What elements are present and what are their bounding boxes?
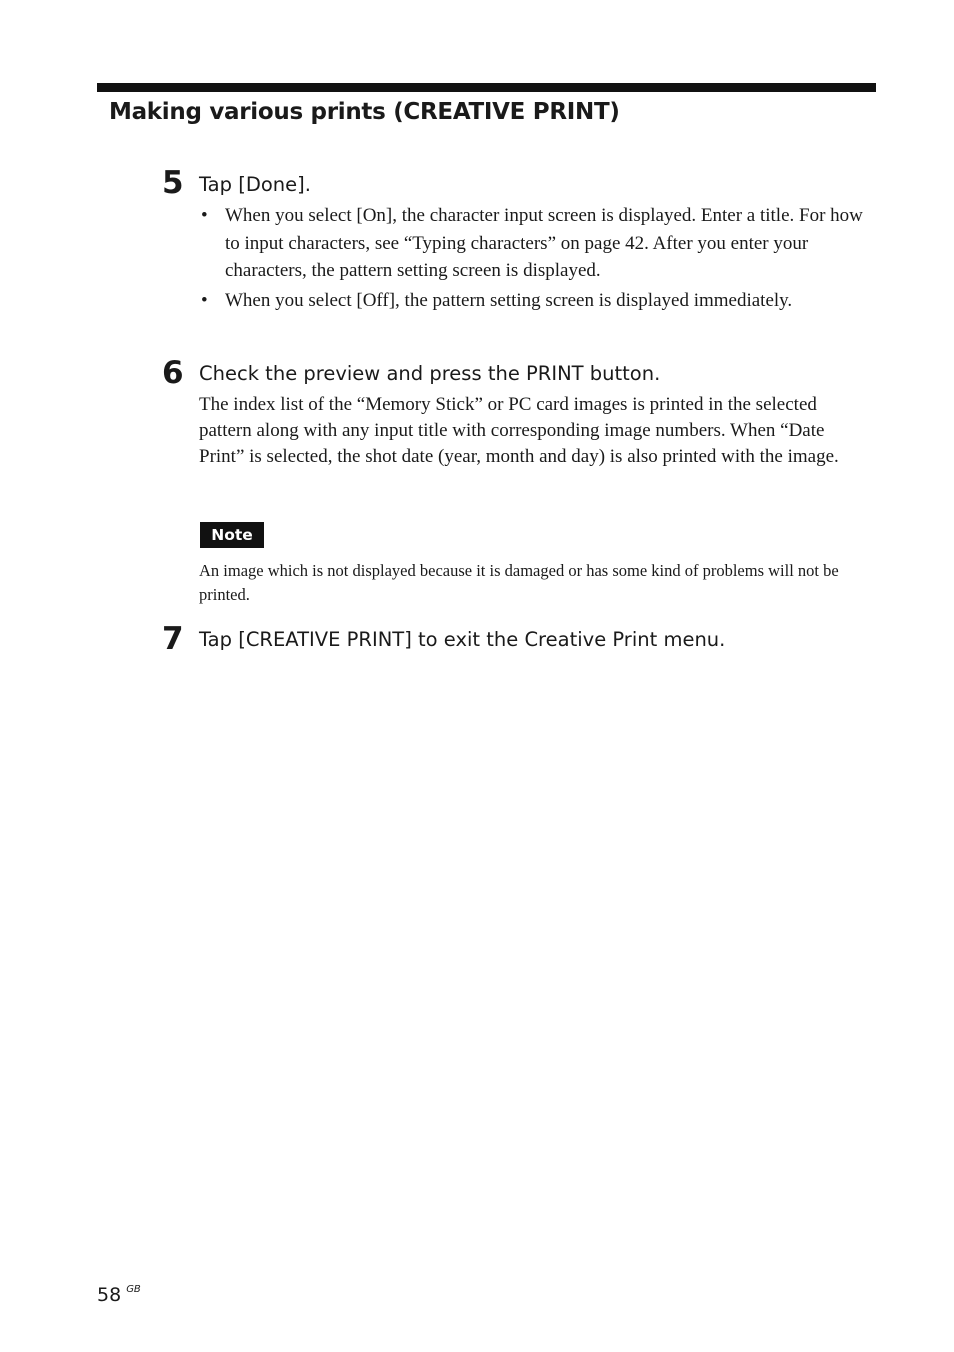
section-title: Making various prints (CREATIVE PRINT): [109, 99, 620, 125]
page-number: [97, 1277, 141, 1308]
bullet-icon: •: [201, 289, 208, 311]
list-item: [199, 287, 879, 315]
step-6-heading: Check the preview and press the PRINT button.: [199, 362, 661, 385]
note-text: An image which is not displayed because it is damaged or has some kind of problems will not be printed.: [199, 561, 839, 604]
step-5-bullets: [199, 202, 879, 316]
step-6-body: The index list of the “Memory Stick” or PC card images is printed in the selected pattern along with any input title with corresponding image numbers. When “Date Print” is selected, the shot date (year, month and day) is also printed with the image.: [199, 394, 839, 467]
list-item: [199, 202, 879, 285]
bullet-icon: •: [201, 205, 208, 226]
page-region: GB: [126, 1284, 141, 1295]
page-number-value: 58: [97, 1284, 122, 1306]
top-rule: [97, 83, 876, 92]
step-5-number: 5: [162, 165, 184, 201]
note-badge: Note: [200, 522, 264, 548]
step-5-heading: Tap [Done].: [199, 173, 311, 196]
step-7-number: 7: [162, 621, 184, 657]
step-6-number: 6: [162, 355, 184, 391]
bullet-text: When you select [Off], the pattern setting screen is displayed immediately.: [225, 289, 793, 311]
step-7-heading: Tap [CREATIVE PRINT] to exit the Creative Print menu.: [199, 628, 726, 651]
bullet-text: When you select [On], the character input screen is displayed. Enter a title. For how to input characters, see “Typing characters” on page 42. After you enter your characters, the pattern setting screen is displayed.: [225, 205, 863, 281]
